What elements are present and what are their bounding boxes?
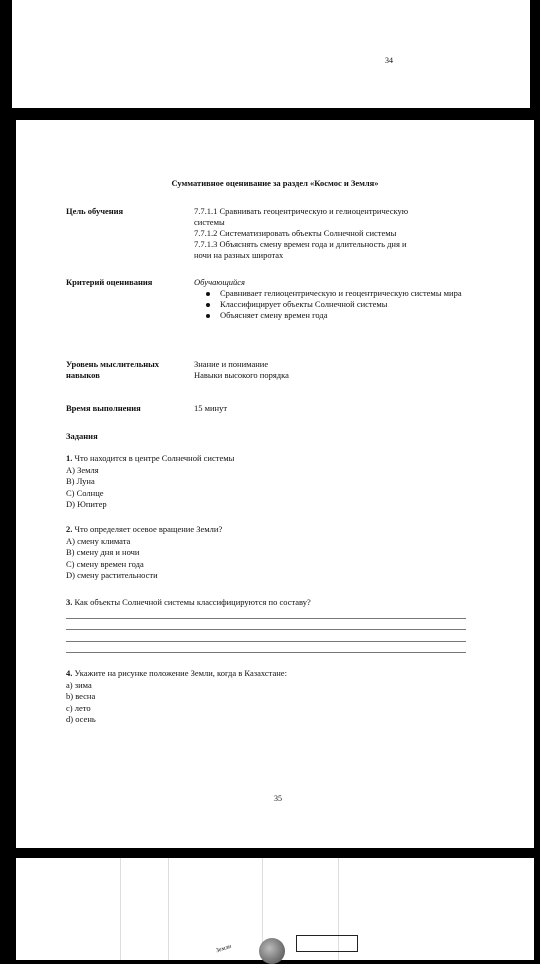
page-number-35: 35 bbox=[274, 794, 282, 803]
objective-line: 7.7.1.2 Систематизировать объекты Солнечной системы bbox=[194, 228, 397, 238]
answer-box bbox=[296, 935, 358, 952]
time-label: Время выполнения bbox=[66, 403, 141, 413]
next-page bbox=[16, 858, 534, 960]
thinking-text bbox=[194, 359, 469, 381]
criteria-text bbox=[194, 277, 469, 321]
answer-option: A) Земля bbox=[66, 464, 99, 475]
question-number: 1. bbox=[66, 453, 73, 463]
answer-option: A) смену климата bbox=[66, 535, 131, 546]
criteria-label: Критерий оценивания bbox=[66, 277, 153, 287]
answer-option: C) Солнце bbox=[66, 487, 104, 498]
answer-option: a) зима bbox=[66, 679, 92, 690]
criteria-item: Объясняет смену времен года bbox=[194, 310, 469, 321]
answer-option: D) Юпитер bbox=[66, 499, 107, 509]
criteria-list bbox=[194, 288, 469, 321]
objective-line: 7.7.1.1 Сравнивать геоцентрическую и гелиоцентрическую bbox=[194, 206, 409, 216]
answer-line bbox=[66, 652, 466, 653]
answer-option: c) лето bbox=[66, 702, 91, 713]
question-4 bbox=[66, 668, 287, 726]
thinking-label-line: Уровень мыслительных bbox=[66, 359, 160, 369]
thinking-line: Знание и понимание bbox=[194, 359, 269, 369]
thinking-label-line: навыков bbox=[66, 370, 100, 380]
question-text: Укажите на рисунке положение Земли, когда в Казахстане: bbox=[74, 668, 287, 678]
answer-option: C) смену времен года bbox=[66, 558, 144, 569]
question-number: 3. bbox=[66, 597, 73, 607]
tasks-heading: Задания bbox=[66, 431, 98, 441]
answer-line bbox=[66, 618, 466, 619]
answer-line bbox=[66, 641, 466, 642]
answer-option: D) смену растительности bbox=[66, 570, 158, 580]
question-number: 4. bbox=[66, 668, 73, 678]
objective-line: системы bbox=[194, 217, 225, 227]
objective-line: ночи на разных широтах bbox=[194, 250, 284, 260]
question-number: 2. bbox=[66, 524, 73, 534]
answer-option: B) смену дня и ночи bbox=[66, 547, 140, 557]
answer-line bbox=[66, 629, 466, 630]
thinking-label bbox=[66, 359, 159, 381]
question-1 bbox=[66, 453, 234, 511]
previous-page bbox=[12, 0, 530, 108]
question-text: Что определяет осевое вращение Земли? bbox=[74, 524, 223, 534]
question-text: Что находится в центре Солнечной системы bbox=[74, 453, 235, 463]
criteria-item: Сравнивает гелиоцентрическую и геоцентрическую системы мира bbox=[194, 288, 465, 299]
guide-line bbox=[120, 858, 121, 960]
time-value: 15 минут bbox=[194, 403, 228, 413]
page-number-34: 34 bbox=[385, 56, 393, 65]
answer-option: d) осень bbox=[66, 714, 96, 724]
objectives-text bbox=[194, 206, 469, 261]
figure-label: Земли bbox=[215, 943, 233, 955]
criteria-item: Классифицирует объекты Солнечной системы bbox=[194, 299, 469, 310]
objective-line: 7.7.1.3 Объяснять смену времен года и длительность дня и bbox=[194, 239, 407, 249]
document-page bbox=[16, 120, 534, 848]
guide-line bbox=[168, 858, 169, 960]
question-2 bbox=[66, 524, 222, 582]
earth-globe-icon bbox=[259, 938, 285, 964]
criteria-intro: Обучающийся bbox=[194, 277, 246, 287]
page-title: Суммативное оценивание за раздел «Космос и Земля» bbox=[171, 178, 379, 188]
question-text: Как объекты Солнечной системы классифицируются по составу? bbox=[74, 597, 311, 607]
answer-option: B) Луна bbox=[66, 476, 95, 486]
question-3 bbox=[66, 597, 311, 609]
thinking-line: Навыки высокого порядка bbox=[194, 370, 289, 380]
answer-option: b) весна bbox=[66, 691, 96, 701]
objectives-label: Цель обучения bbox=[66, 206, 124, 216]
